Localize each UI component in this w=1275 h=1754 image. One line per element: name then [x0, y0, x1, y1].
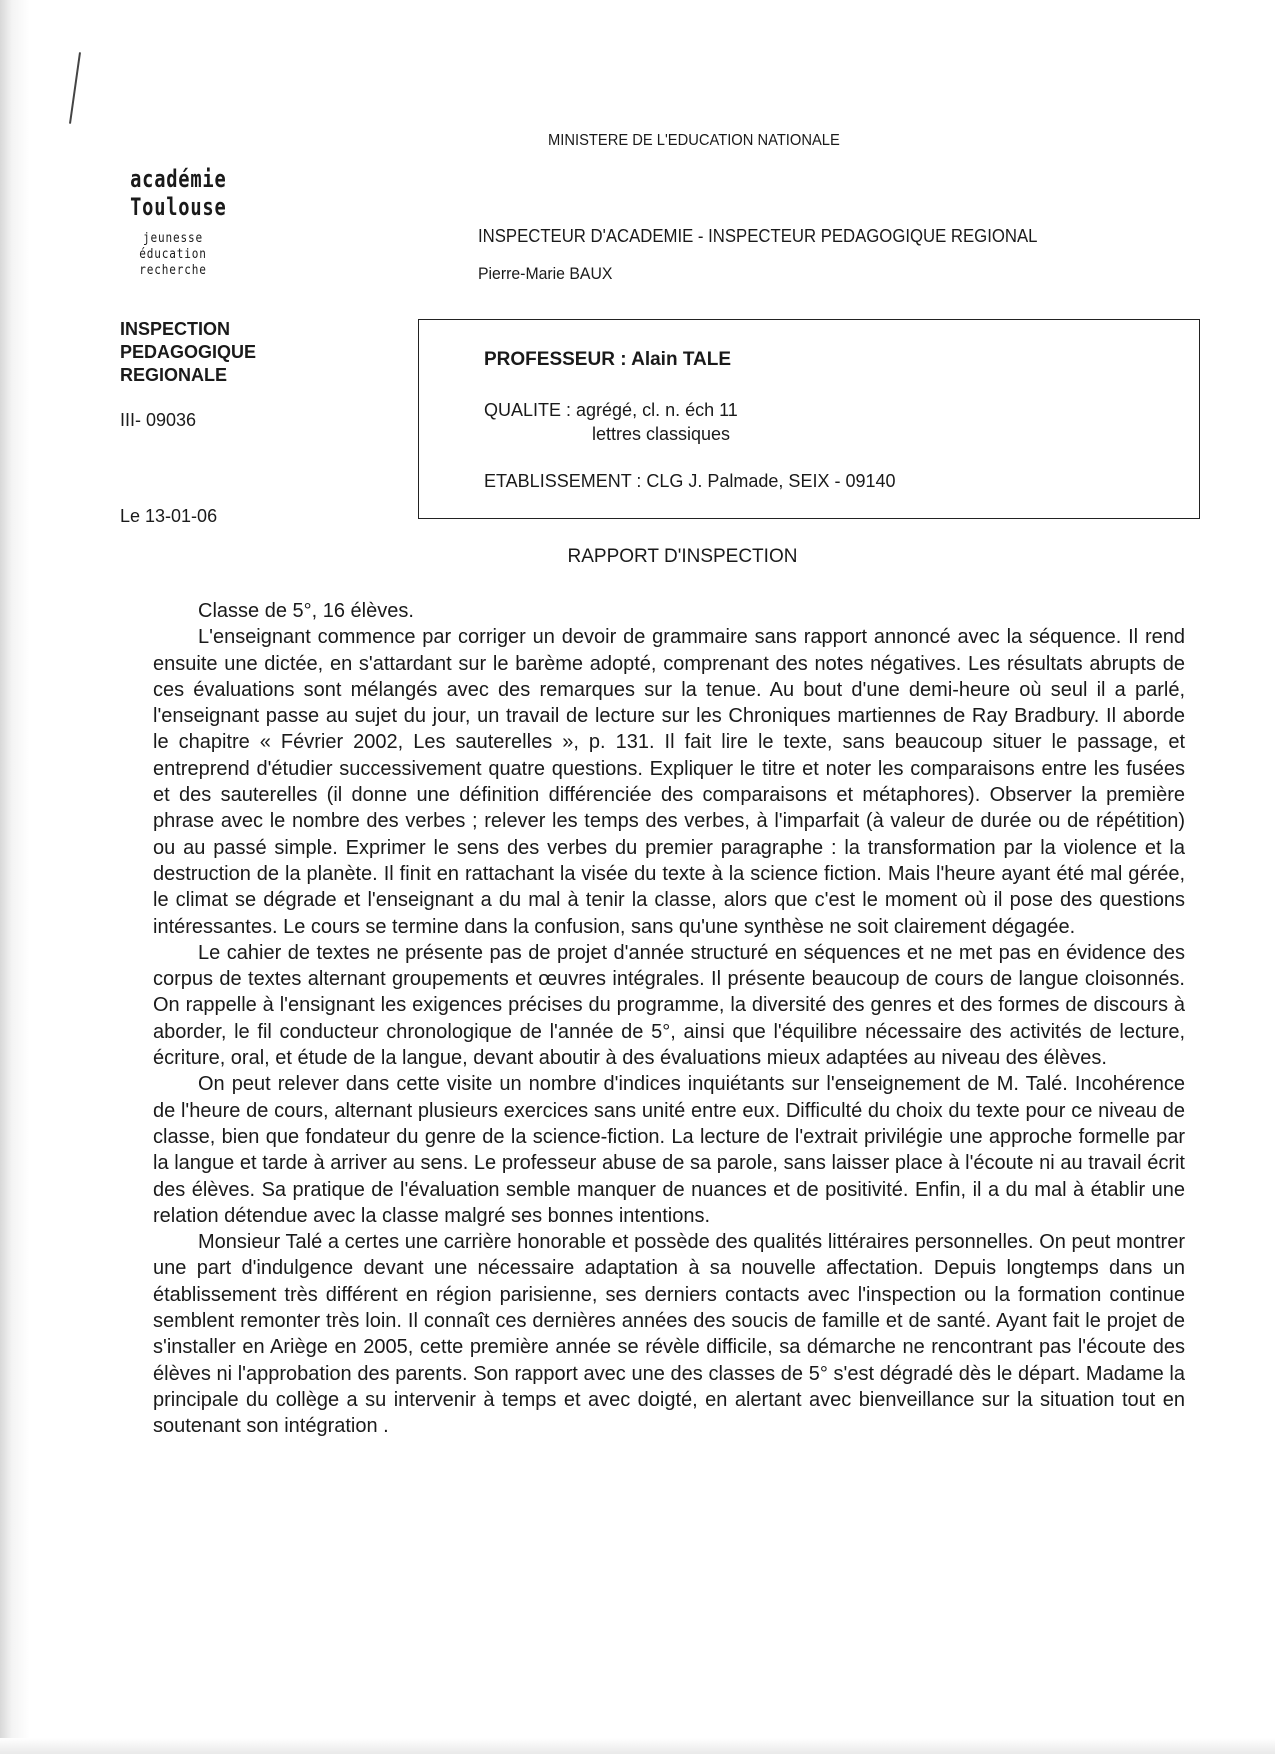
teacher-quality	[484, 398, 738, 446]
logo-tag: jeunesse	[142, 231, 204, 246]
inspector-title: INSPECTEUR D'ACADEMIE - INSPECTEUR PEDAGOGIQUE REGIONAL	[478, 226, 1038, 246]
scan-edge-shadow	[0, 0, 30, 1754]
logo-tag: éducation	[139, 247, 207, 262]
academy-logo	[118, 165, 228, 279]
scan-bottom-shadow	[0, 1738, 1275, 1754]
logo-tags	[118, 231, 228, 279]
teacher-quality-line: lettres classiques	[592, 424, 731, 444]
reference-number: III- 09036	[120, 410, 197, 430]
inspection-line: INSPECTION	[120, 319, 231, 339]
report-body	[153, 598, 1185, 1440]
inspector-name: Pierre-Marie BAUX	[478, 264, 613, 283]
inspection-line: PEDAGOGIQUE	[120, 342, 257, 362]
teacher-school: ETABLISSEMENT : CLG J. Palmade, SEIX - 09140	[484, 471, 896, 491]
pen-mark	[69, 52, 81, 124]
report-paragraph: Le cahier de textes ne présente pas de projet d'année structuré en séquences et ne met pas en évidence des corpus de textes alternant groupements et œuvres intégrales. Il présente beaucoup de cours de langue cloisonnés. On rappelle à l'ensignant les exigences précises du programme, la diversité des genres et des formes de discours à aborder, le fil conducteur chronologique de l'année de 5°, ainsi que l'équilibre nécessaire des activités de lecture, écriture, oral, et étude de la langue, devant aboutir à des évaluations mieux adaptées au niveau des élèves.	[153, 941, 1185, 1070]
teacher-info-box	[418, 319, 1200, 519]
teacher-quality-line: QUALITE : agrégé, cl. n. éch 11	[484, 400, 738, 420]
report-paragraph: Classe de 5°, 16 élèves.	[198, 600, 414, 622]
ministry-header: MINISTERE DE L'EDUCATION NATIONALE	[548, 132, 840, 149]
report-title: RAPPORT D'INSPECTION	[567, 546, 798, 567]
report-paragraph: On peut relever dans cette visite un nombre d'indices inquiétants sur l'enseignement de M. Talé. Incohérence de l'heure de cours, alternant plusieurs exercices sans unité entre eux. Difficulté du choix du texte pour ce niveau de classe, bien que fondateur du genre de la science-fiction. La lecture de l'extrait privilégie une approche formelle par la langue et tarde à arriver au sens. Le professeur abuse de sa parole, sans laisser place à l'écoute ni au travail écrit des élèves. Sa pratique de l'évaluation semble manquer de nuances et de positivité. Enfin, il a du mal à établir une relation détendue avec la classe malgré ses bonnes intentions.	[153, 1073, 1185, 1227]
logo-toulouse: Toulouse	[130, 193, 227, 221]
teacher-name: PROFESSEUR : Alain TALE	[484, 349, 732, 370]
report-paragraph: Monsieur Talé a certes une carrière honorable et possède des qualités littéraires personnelles. On peut montrer une part d'indulgence devant une nécessaire adaptation à sa nouvelle affectation. Depuis longtemps dans un établissement très différent en région parisienne, ses derniers contacts avec l'inspection ou la formation continue semblent remonter très loin. Il connaît ces dernières années des soucis de famille et de santé. Ayant fait le projet de s'installer en Ariège en 2005, cette première année se révèle difficile, sa démarche ne rencontrant pas l'écoute des élèves ni l'approbation des parents. Son rapport avec une des classes de 5° s'est dégradé dès le départ. Madame la principale du collège a su intervenir à temps et avec doigté, en alertant avec bienveillance sur la situation tout en soutenant son intégration .	[153, 1231, 1185, 1438]
report-date: Le 13-01-06	[120, 506, 218, 526]
logo-tag: recherche	[139, 263, 207, 278]
report-paragraph: L'enseignant commence par corriger un devoir de grammaire sans rapport annoncé avec la séquence. Il rend ensuite une dictée, en s'attardant sur le barème adopté, comprenant des notes négatives. Les résultats abrupts de ces évaluations sont mélangés avec des remarques sur la tenue. Au bout d'une demi-heure où seul il a parlé, l'enseignant passe au sujet du jour, un travail de lecture sur les Chroniques martiennes de Ray Bradbury. Il aborde le chapitre « Février 2002, Les sauterelles », p. 131. Il fait lire le texte, sans beaucoup situer le passage, et entreprend d'étudier successivement quatre questions. Expliquer le titre et noter les comparaisons entre les fusées et des sauterelles (il donne une définition différenciée des comparaisons et métaphores). Observer la première phrase avec le nombre des verbes ; relever les temps des verbes, à l'imparfait (à valeur de durée ou de répétition) ou au passé simple. Exprimer le sens des verbes du premier paragraphe : la transformation par la violence et la destruction de la planète. Il finit en rattachant la visée du texte à la science fiction. Mais l'heure ayant été mal gérée, le climat se dégrade et l'enseignant a du mal à tenir la classe, alors que c'est le moment où il pose des questions intéressantes. Le cours se termine dans la confusion, sans qu'une synthèse ne soit clairement dégagée.	[153, 626, 1185, 938]
inspection-line: REGIONALE	[120, 365, 228, 385]
logo-academie: académie	[130, 165, 227, 193]
inspection-label	[120, 318, 256, 387]
